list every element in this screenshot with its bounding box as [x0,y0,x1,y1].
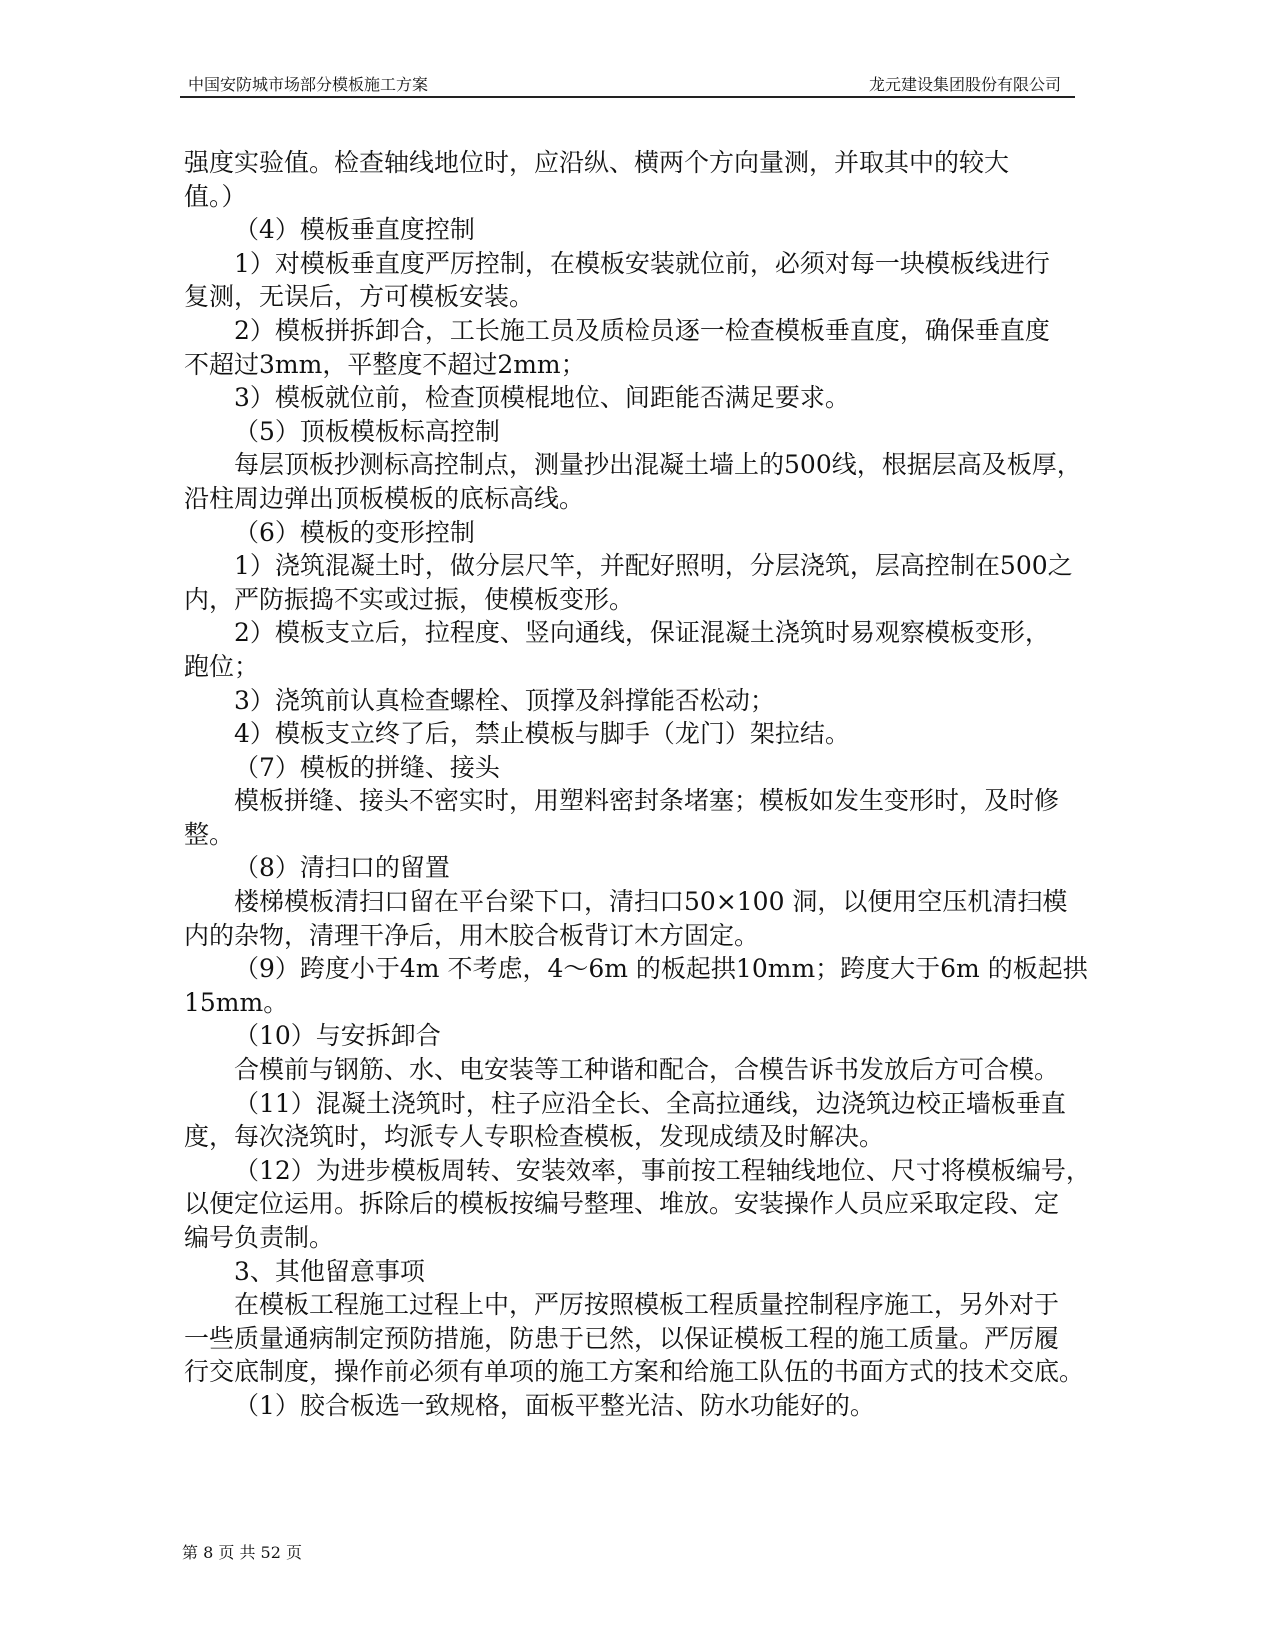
header-document-title: 中国安防城市场部分模板施工方案 [188,75,429,94]
page-number: 第 8 页 共 52 页 [182,1543,302,1562]
text-line: 编号负责制。 [184,1223,335,1252]
text-line: 3）浇筑前认真检查螺栓、顶撑及斜撑能否松动； [234,685,775,715]
text-line: 整。 [184,819,235,849]
text-line: 15mm。 [184,987,289,1017]
document-body [184,146,1196,1423]
text-line: 内，严防振捣不实或过振，使模板变形。 [184,584,635,614]
text-line: 1）浇筑混凝土时，做分层尺竿，并配好照明，分层浇筑，层高控制在500之 [234,551,1073,581]
text-line: 内的杂物，清理干净后，用木胶合板背订木方固定。 [184,920,760,950]
text-line: 沿柱周边弹出顶板模板的底标高线。 [184,483,585,513]
section-heading: （10）与安拆卸合 [234,1021,441,1051]
text-line: 不超过3mm，平整度不超过2mm； [184,349,586,379]
section-heading: （6）模板的变形控制 [234,517,475,547]
text-line: 模板拼缝、接头不密实时，用塑料密封条堵塞；模板如发生变形时，及时修 [234,786,1060,816]
text-line: 每层顶板抄测标高控制点，测量抄出混凝土墙上的500线，根据层高及板厚， [234,450,1082,480]
text-line: 度，每次浇筑时，均派专人专职检查模板，发现成绩及时解决。 [184,1122,885,1152]
section-heading: （4）模板垂直度控制 [234,215,475,245]
text-line: 楼梯模板清扫口留在平台梁下口，清扫口50×100 洞，以便用空压机清扫模 [234,887,1068,917]
text-line: 强度实验值。检查轴线地位时，应沿纵、横两个方向量测，并取其中的较大 [184,148,1010,177]
text-line: 一些质量通病制定预防措施，防患于已然，以保证模板工程的施工质量。严厉履 [184,1323,1060,1353]
text-line: （11）混凝土浇筑时，柱子应沿全长、全高拉通线，边浇筑边校正墙板垂直 [234,1088,1066,1118]
text-line: （1）胶合板选一致规格，面板平整光洁、防水功能好的。 [234,1390,875,1420]
text-line: 在模板工程施工过程上中，严厉按照模板工程质量控制程序施工，另外对于 [234,1290,1060,1320]
section-heading: （5）顶板模板标高控制 [234,416,500,446]
text-line: 复测，无误后，方可模板安装。 [184,282,535,312]
page-header [180,70,1075,98]
text-line: 行交底制度，操作前必须有单项的施工方案和给施工队伍的书面方式的技术交底。 [184,1357,1085,1387]
text-line: 4）模板支立终了后，禁止模板与脚手（龙门）架拉结。 [234,719,850,749]
text-line: 2）模板支立后，拉程度、竖向通线，保证混凝土浇筑时易观察模板变形， [234,618,1050,648]
text-line: 1）对模板垂直度严厉控制，在模板安装就位前，必须对每一块模板线进行 [234,248,1050,278]
text-line: 合模前与钢筋、水、电安装等工种谐和配合，合模告诉书发放后方可合模。 [234,1055,1060,1085]
text-line: 3）模板就位前，检查顶模棍地位、间距能否满足要求。 [234,383,850,413]
text-line: 2）模板拼拆卸合，工长施工员及质检员逐一检查模板垂直度，确保垂直度 [234,315,1050,345]
text-line: 跑位； [184,651,260,681]
section-heading: （8）清扫口的留置 [234,853,450,883]
section-heading: 3、其他留意事项 [234,1256,425,1286]
text-line: 值。） [184,181,247,211]
header-company-name: 龙元建设集团股份有限公司 [868,75,1061,94]
text-line: （12）为进步模板周转、安装效率，事前按工程轴线地位、尺寸将模板编号， [234,1155,1091,1185]
section-heading: （9）跨度小于4m 不考虑，4～6m 的板起拱10mm；跨度大于6m 的板起拱 [234,954,1088,984]
section-heading: （7）模板的拼缝、接头 [234,752,500,782]
text-line: 以便定位运用。拆除后的模板按编号整理、堆放。安装操作人员应采取定段、定 [184,1189,1060,1219]
